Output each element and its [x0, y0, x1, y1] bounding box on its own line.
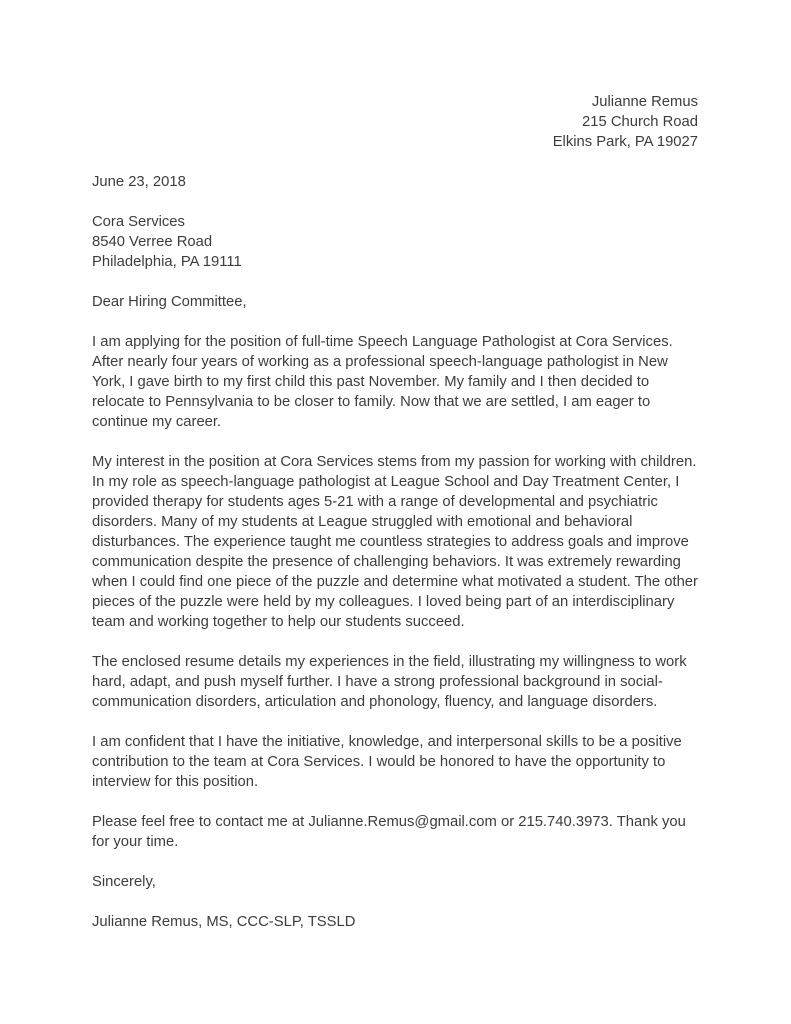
sender-street: 215 Church Road — [582, 114, 698, 130]
closing: Sincerely, — [92, 874, 156, 890]
recipient-address-block — [92, 212, 698, 272]
body-paragraph-4: I am confident that I have the initiative, knowledge, and interpersonal skills to be a positive contribution to the team at Cora Services. I would be honored to have the opportunity to interview for this position. — [92, 734, 682, 790]
letter-date: June 23, 2018 — [92, 174, 186, 190]
body-paragraph-2: My interest in the position at Cora Services stems from my passion for working with children. In my role as speech-language pathologist at League School and Day Treatment Center, I provided therapy for students ages 5-21 with a range of developmental and psychiatric disorders. Many of my students at League struggled with emotional and behavioral disturbances. The experience taught me countless strategies to address goals and improve communication despite the presence of challenging behaviors. It was extremely rewarding when I could find one piece of the puzzle and determine what motivated a student. The other pieces of the puzzle were held by my colleagues. I loved being part of an interdisciplinary team and working together to help our students succeed. — [92, 454, 698, 630]
recipient-city-state-zip: Philadelphia, PA 19111 — [92, 254, 242, 270]
recipient-street: 8540 Verree Road — [92, 234, 213, 250]
signature: Julianne Remus, MS, CCC-SLP, TSSLD — [92, 914, 356, 930]
salutation: Dear Hiring Committee, — [92, 294, 247, 310]
sender-name: Julianne Remus — [591, 94, 698, 110]
body-paragraph-1: I am applying for the position of full-time Speech Language Pathologist at Cora Services. After nearly four years of working as a professional speech-language pathologist in New York, I gave birth to my first child this past November. My family and I then decided to relocate to Pennsylvania to be closer to family. Now that we are settled, I am eager to continue my career. — [92, 334, 673, 430]
sender-city-state-zip: Elkins Park, PA 19027 — [552, 134, 698, 150]
body-paragraph-3: The enclosed resume details my experiences in the field, illustrating my willingness to work hard, adapt, and push myself further. I have a strong professional background in social-communication disorders, articulation and phonology, fluency, and language disorders. — [92, 654, 687, 710]
sender-address-block — [92, 92, 698, 152]
body-paragraph-contact: Please feel free to contact me at Julianne.Remus@gmail.com or 215.740.3973. Thank you for your time. — [92, 814, 686, 850]
recipient-name: Cora Services — [92, 214, 185, 230]
